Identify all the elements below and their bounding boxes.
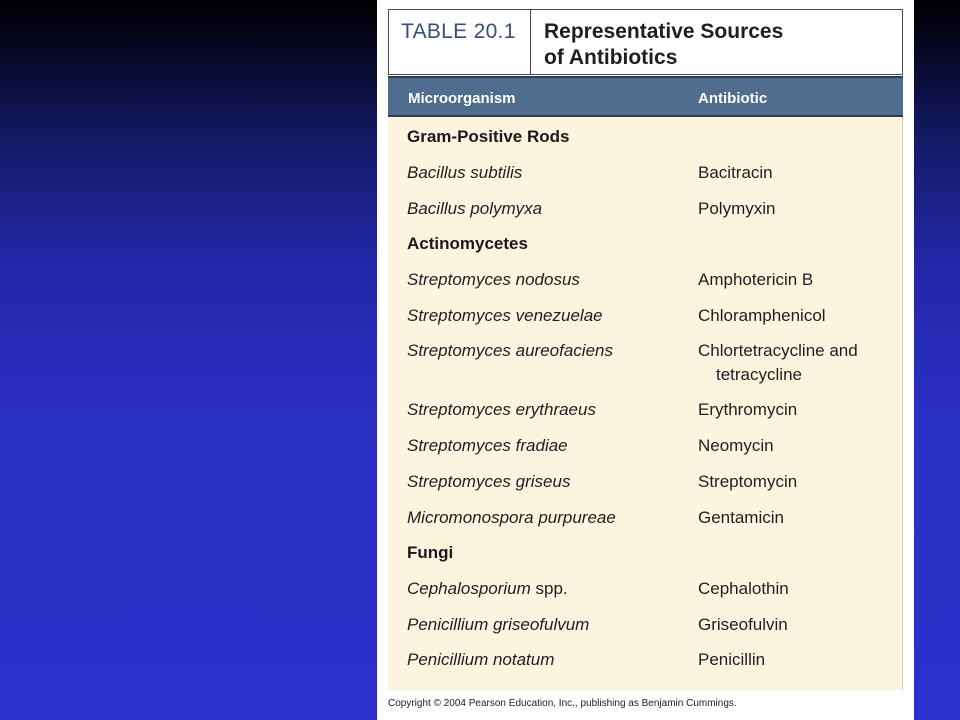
table-title — [544, 19, 783, 71]
column-header-antibiotic: Antibiotic — [698, 90, 768, 107]
antibiotic-cell: Bacitracin — [698, 163, 773, 182]
organism-cell: Streptomyces venezuelae — [407, 306, 603, 325]
organism-cell: Streptomyces griseus — [407, 472, 571, 491]
antibiotic-cell: Chloramphenicol — [698, 306, 826, 325]
table-title-line-2: of Antibiotics — [544, 46, 678, 69]
organism-cell — [407, 579, 568, 599]
antibiotic-cell: Polymyxin — [698, 199, 776, 218]
organism-cell: Streptomyces fradiae — [407, 436, 568, 455]
antibiotic-cell: Amphotericin B — [698, 270, 814, 289]
antibiotic-cell: Griseofulvin — [698, 615, 788, 634]
table-number: TABLE 20.1 — [389, 10, 531, 74]
antibiotic-cell: Erythromycin — [698, 400, 798, 419]
antibiotic-line-1: Chlortetracycline and — [698, 341, 858, 360]
organism-cell: Penicillium notatum — [407, 650, 555, 669]
antibiotic-cell: Penicillin — [698, 650, 766, 669]
group-heading-actinomycetes: Actinomycetes — [407, 234, 528, 253]
table-body — [388, 117, 903, 690]
column-header-microorganism: Microorganism — [408, 90, 516, 107]
group-heading-gram-positive-rods: Gram-Positive Rods — [407, 127, 570, 146]
table-card — [377, 0, 914, 720]
antibiotic-cell: Neomycin — [698, 436, 774, 455]
antibiotic-line-2: tetracycline — [716, 365, 802, 384]
group-heading-fungi: Fungi — [407, 543, 454, 562]
organism-cell: Streptomyces aureofaciens — [407, 341, 613, 360]
antibiotic-cell: Streptomycin — [698, 472, 798, 491]
organism-cell: Streptomyces erythraeus — [407, 400, 596, 419]
antibiotic-cell — [698, 339, 858, 387]
antibiotic-cell: Cephalothin — [698, 579, 789, 598]
table-header — [388, 9, 903, 75]
copyright-notice: Copyright © 2004 Pearson Education, Inc., publishing as Benjamin Cummings. — [388, 698, 737, 709]
organism-cell: Streptomyces nodosus — [407, 270, 580, 289]
organism-cell: Micromonospora purpureae — [407, 508, 616, 527]
organism-cell: Bacillus subtilis — [407, 163, 523, 182]
antibiotic-cell: Gentamicin — [698, 508, 784, 527]
table-title-line-1: Representative Sources — [544, 20, 784, 43]
organism-suffix: spp. — [530, 579, 568, 598]
column-header-row — [388, 76, 903, 117]
organism-genus: Cephalosporium — [407, 579, 531, 598]
organism-cell: Penicillium griseofulvum — [407, 615, 590, 634]
organism-cell: Bacillus polymyxa — [407, 199, 543, 218]
